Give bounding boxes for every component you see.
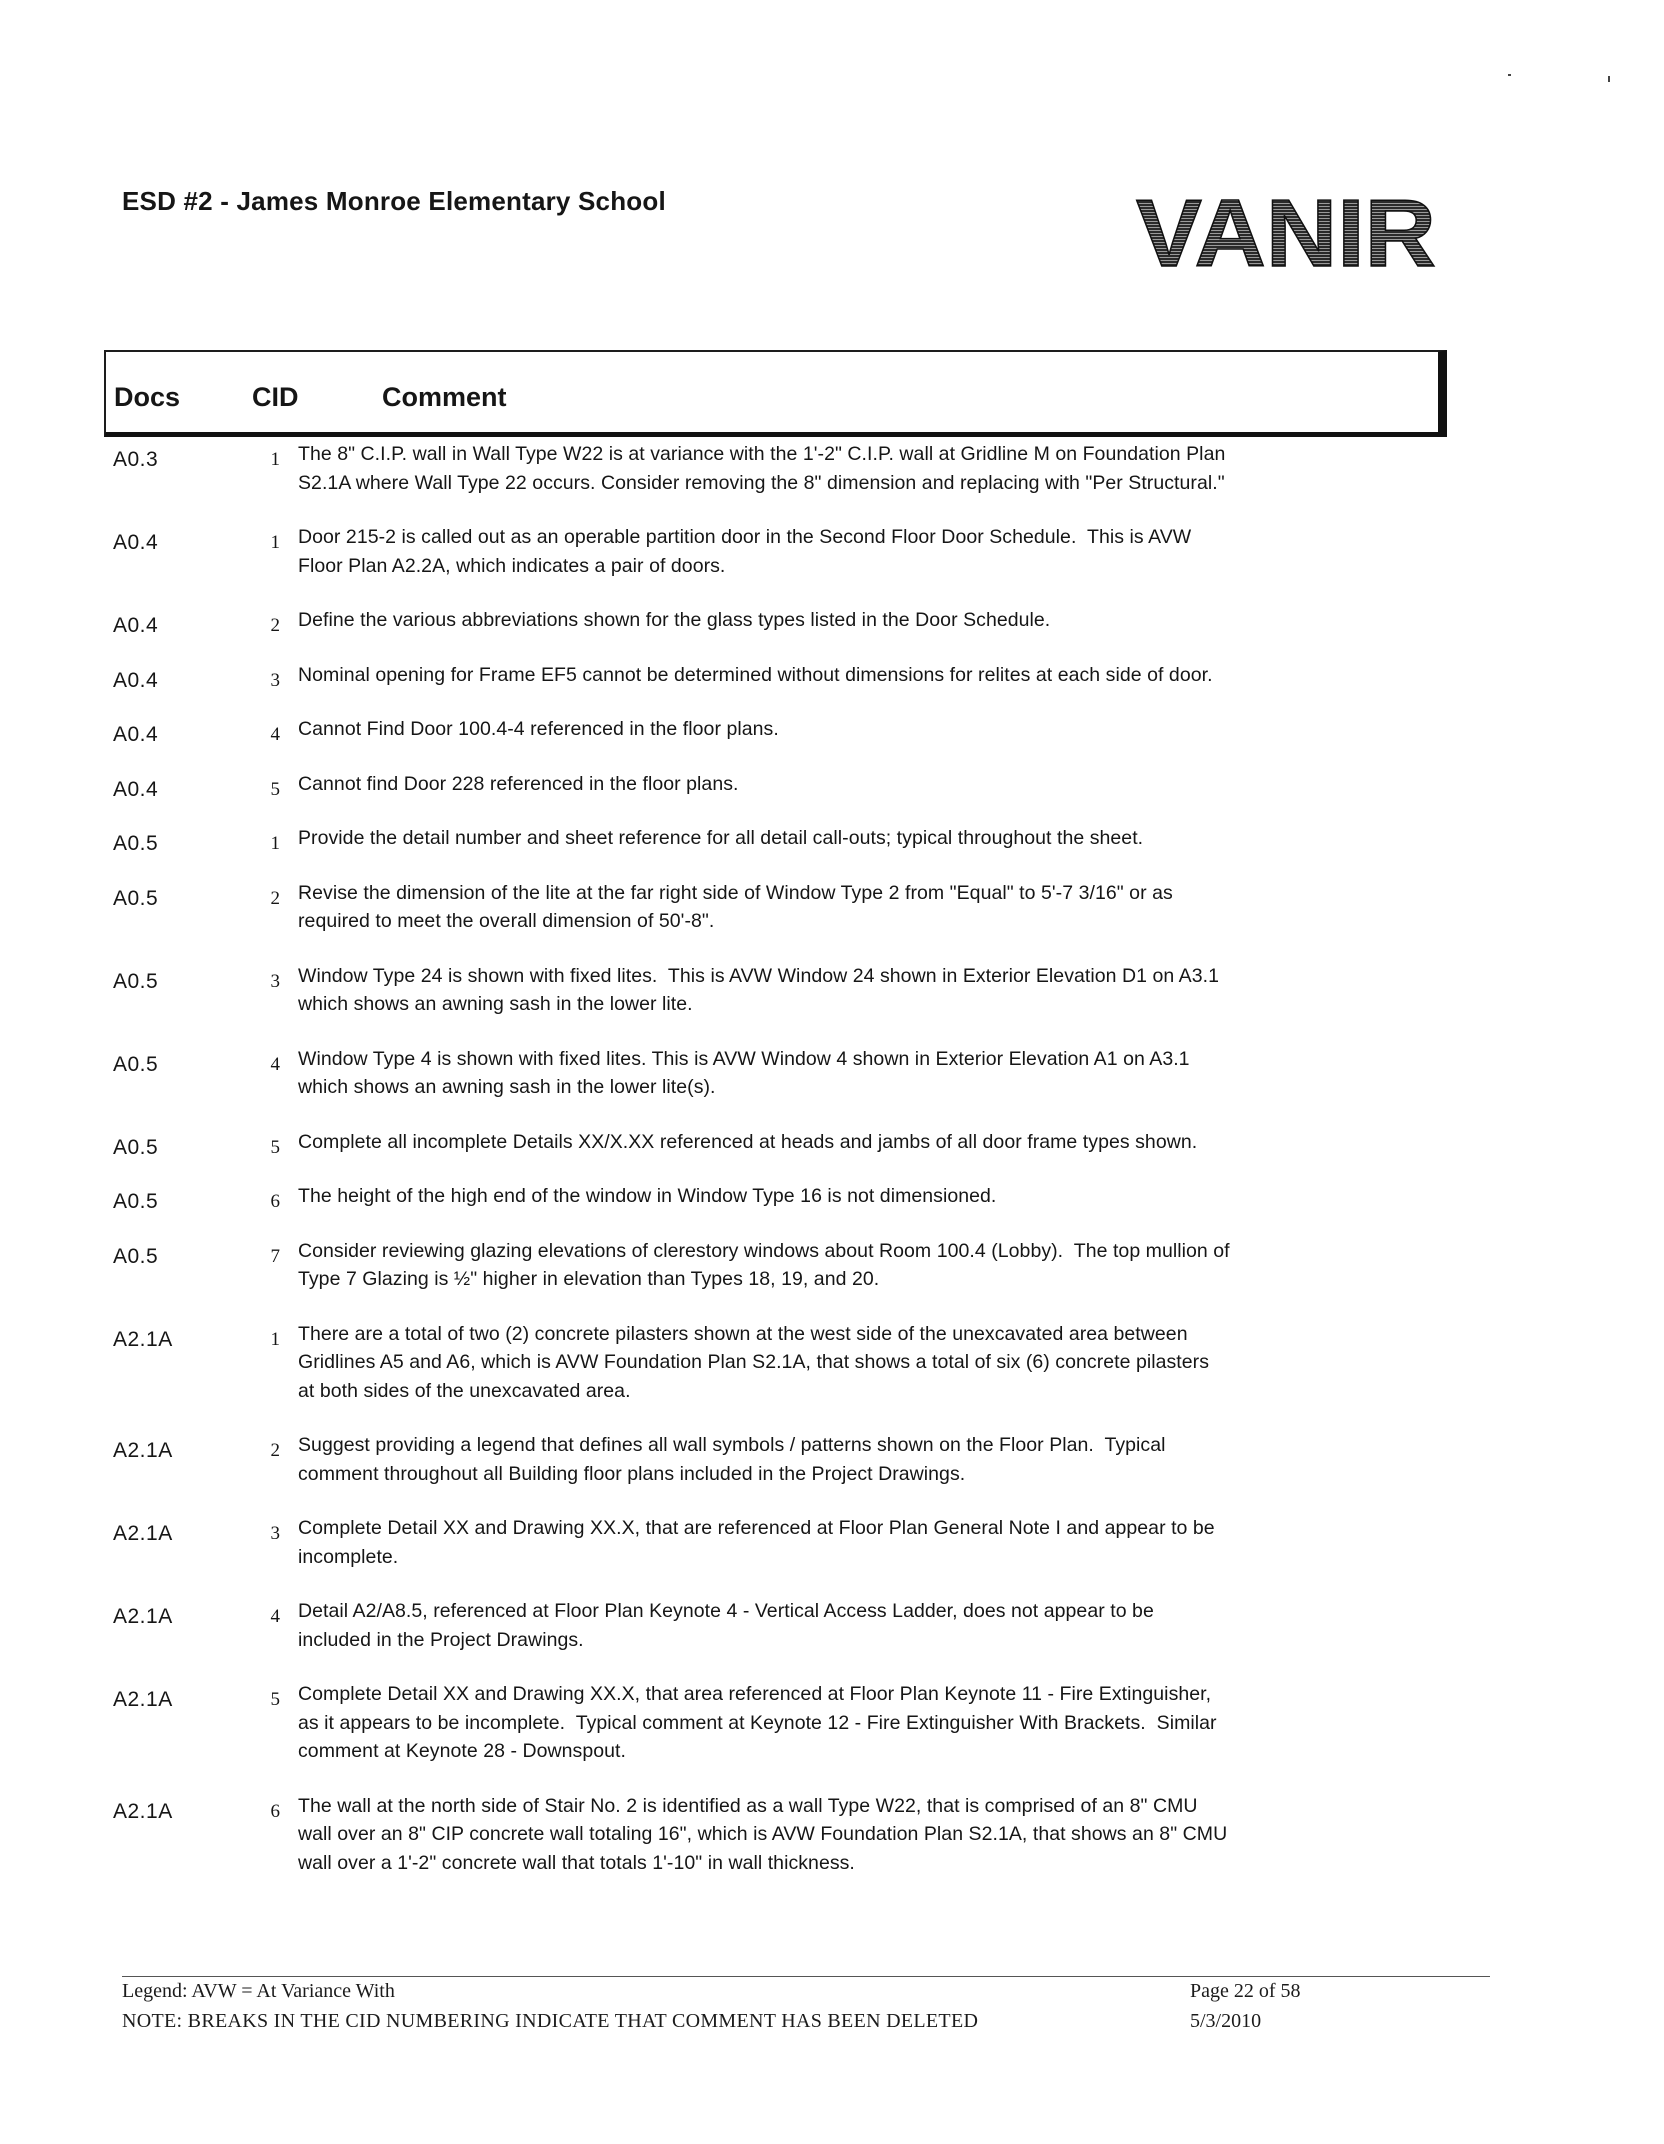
cid-cell: 5 (270, 1689, 280, 1710)
comment-line: The 8" C.I.P. wall in Wall Type W22 is at variance with the 1'-2" C.I.P. wall at Gridline M on Foundation Plan (298, 443, 1226, 465)
comment-line: Cannot Find Door 100.4-4 referenced in the floor plans. (298, 718, 779, 740)
comment-cell (298, 1597, 1348, 1654)
cid-cell: 5 (270, 1136, 280, 1158)
comment-line: Detail A2/A8.5, referenced at Floor Plan Keynote 4 - Vertical Access Ladder, does not appear to be (298, 1600, 1154, 1622)
comment-line: Floor Plan A2.2A, which indicates a pair of doors. (298, 554, 726, 577)
comment-line: wall over an 8" CIP concrete wall totaling 16", which is AVW Foundation Plan S2.1A, that shows an 8" CMU (298, 1823, 1228, 1845)
page-number: Page 22 of 58 (1190, 1980, 1301, 2002)
comment-line: comment at Keynote 28 - Downspout. (298, 1740, 626, 1762)
cid-cell: 4 (270, 1053, 280, 1075)
cid-cell: 4 (270, 724, 280, 745)
cid-cell: 5 (270, 778, 280, 800)
doc-cell: A0.5 (113, 832, 159, 855)
comment-line: which shows an awning sash in the lower lite(s). (298, 1076, 716, 1098)
scan-speck (1508, 74, 1511, 76)
doc-cell: A0.3 (113, 448, 159, 471)
cid-cell: 2 (270, 1440, 280, 1461)
cid-cell: 6 (270, 1191, 280, 1212)
doc-cell: A0.5 (113, 1244, 159, 1268)
comment-line: Complete Detail XX and Drawing XX.X, that area referenced at Floor Plan Keynote 11 - Fire Extinguisher, (298, 1683, 1212, 1705)
comment-line: wall over a 1'-2" concrete wall that totals 1'-10" in wall thickness. (298, 1851, 855, 1874)
comment-line: incomplete. (298, 1545, 399, 1568)
comment-line: at both sides of the unexcavated area. (298, 1379, 631, 1402)
column-header-comment: Comment (382, 382, 507, 412)
comment-line: Window Type 4 is shown with fixed lites. This is AVW Window 4 shown in Exterior Elevation A1 on A3.1 (298, 1047, 1190, 1070)
doc-cell: A2.1A (113, 1439, 173, 1462)
comment-line: The wall at the north side of Stair No. 2 is identified as a wall Type W22, that is comprised of an 8" CMU (298, 1794, 1198, 1817)
logo-text: VANIR (1136, 180, 1436, 286)
doc-cell: A0.5 (113, 886, 159, 910)
footer-divider (122, 1976, 1490, 1977)
doc-cell: A0.5 (113, 1190, 159, 1213)
comment-cell (298, 1045, 1348, 1102)
doc-cell: A2.1A (113, 1327, 173, 1351)
column-header-cid: CID (252, 382, 299, 412)
comment-line: There are a total of two (2) concrete pilasters shown at the west side of the unexcavated area between (298, 1322, 1188, 1345)
comment-cell (298, 440, 1348, 497)
cid-cell: 3 (270, 970, 280, 992)
doc-cell: A0.4 (113, 531, 159, 554)
doc-cell: A2.1A (113, 1799, 173, 1823)
comment-cell (298, 1237, 1348, 1294)
table-header (104, 350, 1447, 437)
cid-cell: 1 (270, 449, 280, 470)
doc-cell: A0.4 (113, 614, 159, 637)
comment-cell (298, 1128, 1348, 1157)
doc-cell: A0.4 (113, 723, 159, 746)
comment-line: Type 7 Glazing is ½" higher in elevation than Types 18, 19, and 20. (298, 1268, 880, 1290)
doc-cell: A0.4 (113, 777, 159, 801)
comment-cell (298, 879, 1348, 936)
comment-line: Suggest providing a legend that defines all wall symbols / patterns shown on the Floor Plan. Typical (298, 1434, 1166, 1456)
cid-cell: 1 (270, 833, 280, 854)
footer-date: 5/3/2010 (1190, 2010, 1262, 2032)
comment-line: Door 215-2 is called out as an operable partition door in the Second Floor Door Schedule. This is AVW (298, 526, 1192, 548)
doc-cell: A0.5 (113, 1052, 159, 1076)
comment-line: Complete all incomplete Details XX/X.XX referenced at heads and jambs of all door frame types shown. (298, 1130, 1198, 1153)
comment-cell (298, 1320, 1348, 1406)
footer-legend: Legend: AVW = At Variance With (122, 1980, 395, 2002)
comment-line: Complete Detail XX and Drawing XX.X, that are referenced at Floor Plan General Note I and appear to be (298, 1517, 1215, 1539)
comment-cell (298, 962, 1348, 1019)
column-header-docs: Docs (114, 382, 181, 412)
cid-cell: 3 (270, 669, 280, 691)
comment-line: which shows an awning sash in the lower lite. (298, 993, 693, 1015)
doc-cell: A0.4 (113, 668, 159, 692)
document-title: ESD #2 - James Monroe Elementary School (122, 186, 666, 216)
comment-line: The height of the high end of the window in Window Type 16 is not dimensioned. (298, 1185, 997, 1207)
comment-line: as it appears to be incomplete. Typical comment at Keynote 12 - Fire Extinguisher With Brackets. Similar (298, 1711, 1217, 1734)
cid-cell: 4 (270, 1606, 280, 1627)
comment-cell (298, 523, 1348, 580)
cid-cell: 7 (270, 1245, 280, 1267)
cid-cell: 3 (270, 1523, 280, 1544)
scan-speck (1608, 76, 1610, 82)
comment-cell (298, 1792, 1348, 1878)
comment-line: S2.1A where Wall Type 22 occurs. Consider removing the 8" dimension and replacing with "Per Structural." (298, 471, 1225, 494)
cid-cell: 1 (270, 1328, 280, 1350)
comment-cell (298, 1431, 1348, 1488)
comment-line: Gridlines A5 and A6, which is AVW Foundation Plan S2.1A, that shows a total of six (6) concrete pilasters (298, 1351, 1210, 1373)
doc-cell: A0.5 (113, 1135, 159, 1159)
comment-cell (298, 1514, 1348, 1571)
comment-cell (298, 824, 1348, 853)
comment-line: required to meet the overall dimension of 50'-8". (298, 910, 715, 932)
comment-line: Window Type 24 is shown with fixed lites. This is AVW Window 24 shown in Exterior Elevation D1 on A3.1 (298, 964, 1219, 987)
doc-cell: A2.1A (113, 1605, 173, 1628)
doc-cell: A2.1A (113, 1688, 173, 1711)
comment-cell (298, 715, 1348, 744)
comment-line: Provide the detail number and sheet reference for all detail call-outs; typical throughout the sheet. (298, 827, 1144, 849)
comment-line: Consider reviewing glazing elevations of clerestory windows about Room 100.4 (Lobby). The top mullion of (298, 1239, 1230, 1262)
cid-cell: 2 (270, 887, 280, 909)
comment-cell (298, 661, 1348, 690)
comment-line: included in the Project Drawings. (298, 1628, 584, 1651)
comment-line: Nominal opening for Frame EF5 cannot be determined without dimensions for relites at each side of door. (298, 663, 1213, 686)
comment-line: Revise the dimension of the lite at the far right side of Window Type 2 from "Equal" to 5'-7 3/16" or as (298, 881, 1173, 904)
footer-note: NOTE: BREAKS IN THE CID NUMBERING INDICATE THAT COMMENT HAS BEEN DELETED (122, 2010, 979, 2032)
comment-line: Define the various abbreviations shown for the glass types listed in the Door Schedule. (298, 609, 1051, 631)
comment-cell (298, 606, 1348, 635)
comment-cell (298, 1182, 1348, 1211)
cid-cell: 2 (270, 615, 280, 636)
comment-cell (298, 1680, 1348, 1766)
comment-line: comment throughout all Building floor plans included in the Project Drawings. (298, 1462, 966, 1485)
cid-cell: 1 (270, 532, 280, 553)
doc-cell: A0.5 (113, 969, 159, 993)
vanir-logo (1128, 176, 1444, 286)
comment-cell (298, 770, 1348, 799)
cid-cell: 6 (270, 1800, 280, 1822)
doc-cell: A2.1A (113, 1522, 173, 1545)
comment-line: Cannot find Door 228 referenced in the floor plans. (298, 772, 739, 795)
